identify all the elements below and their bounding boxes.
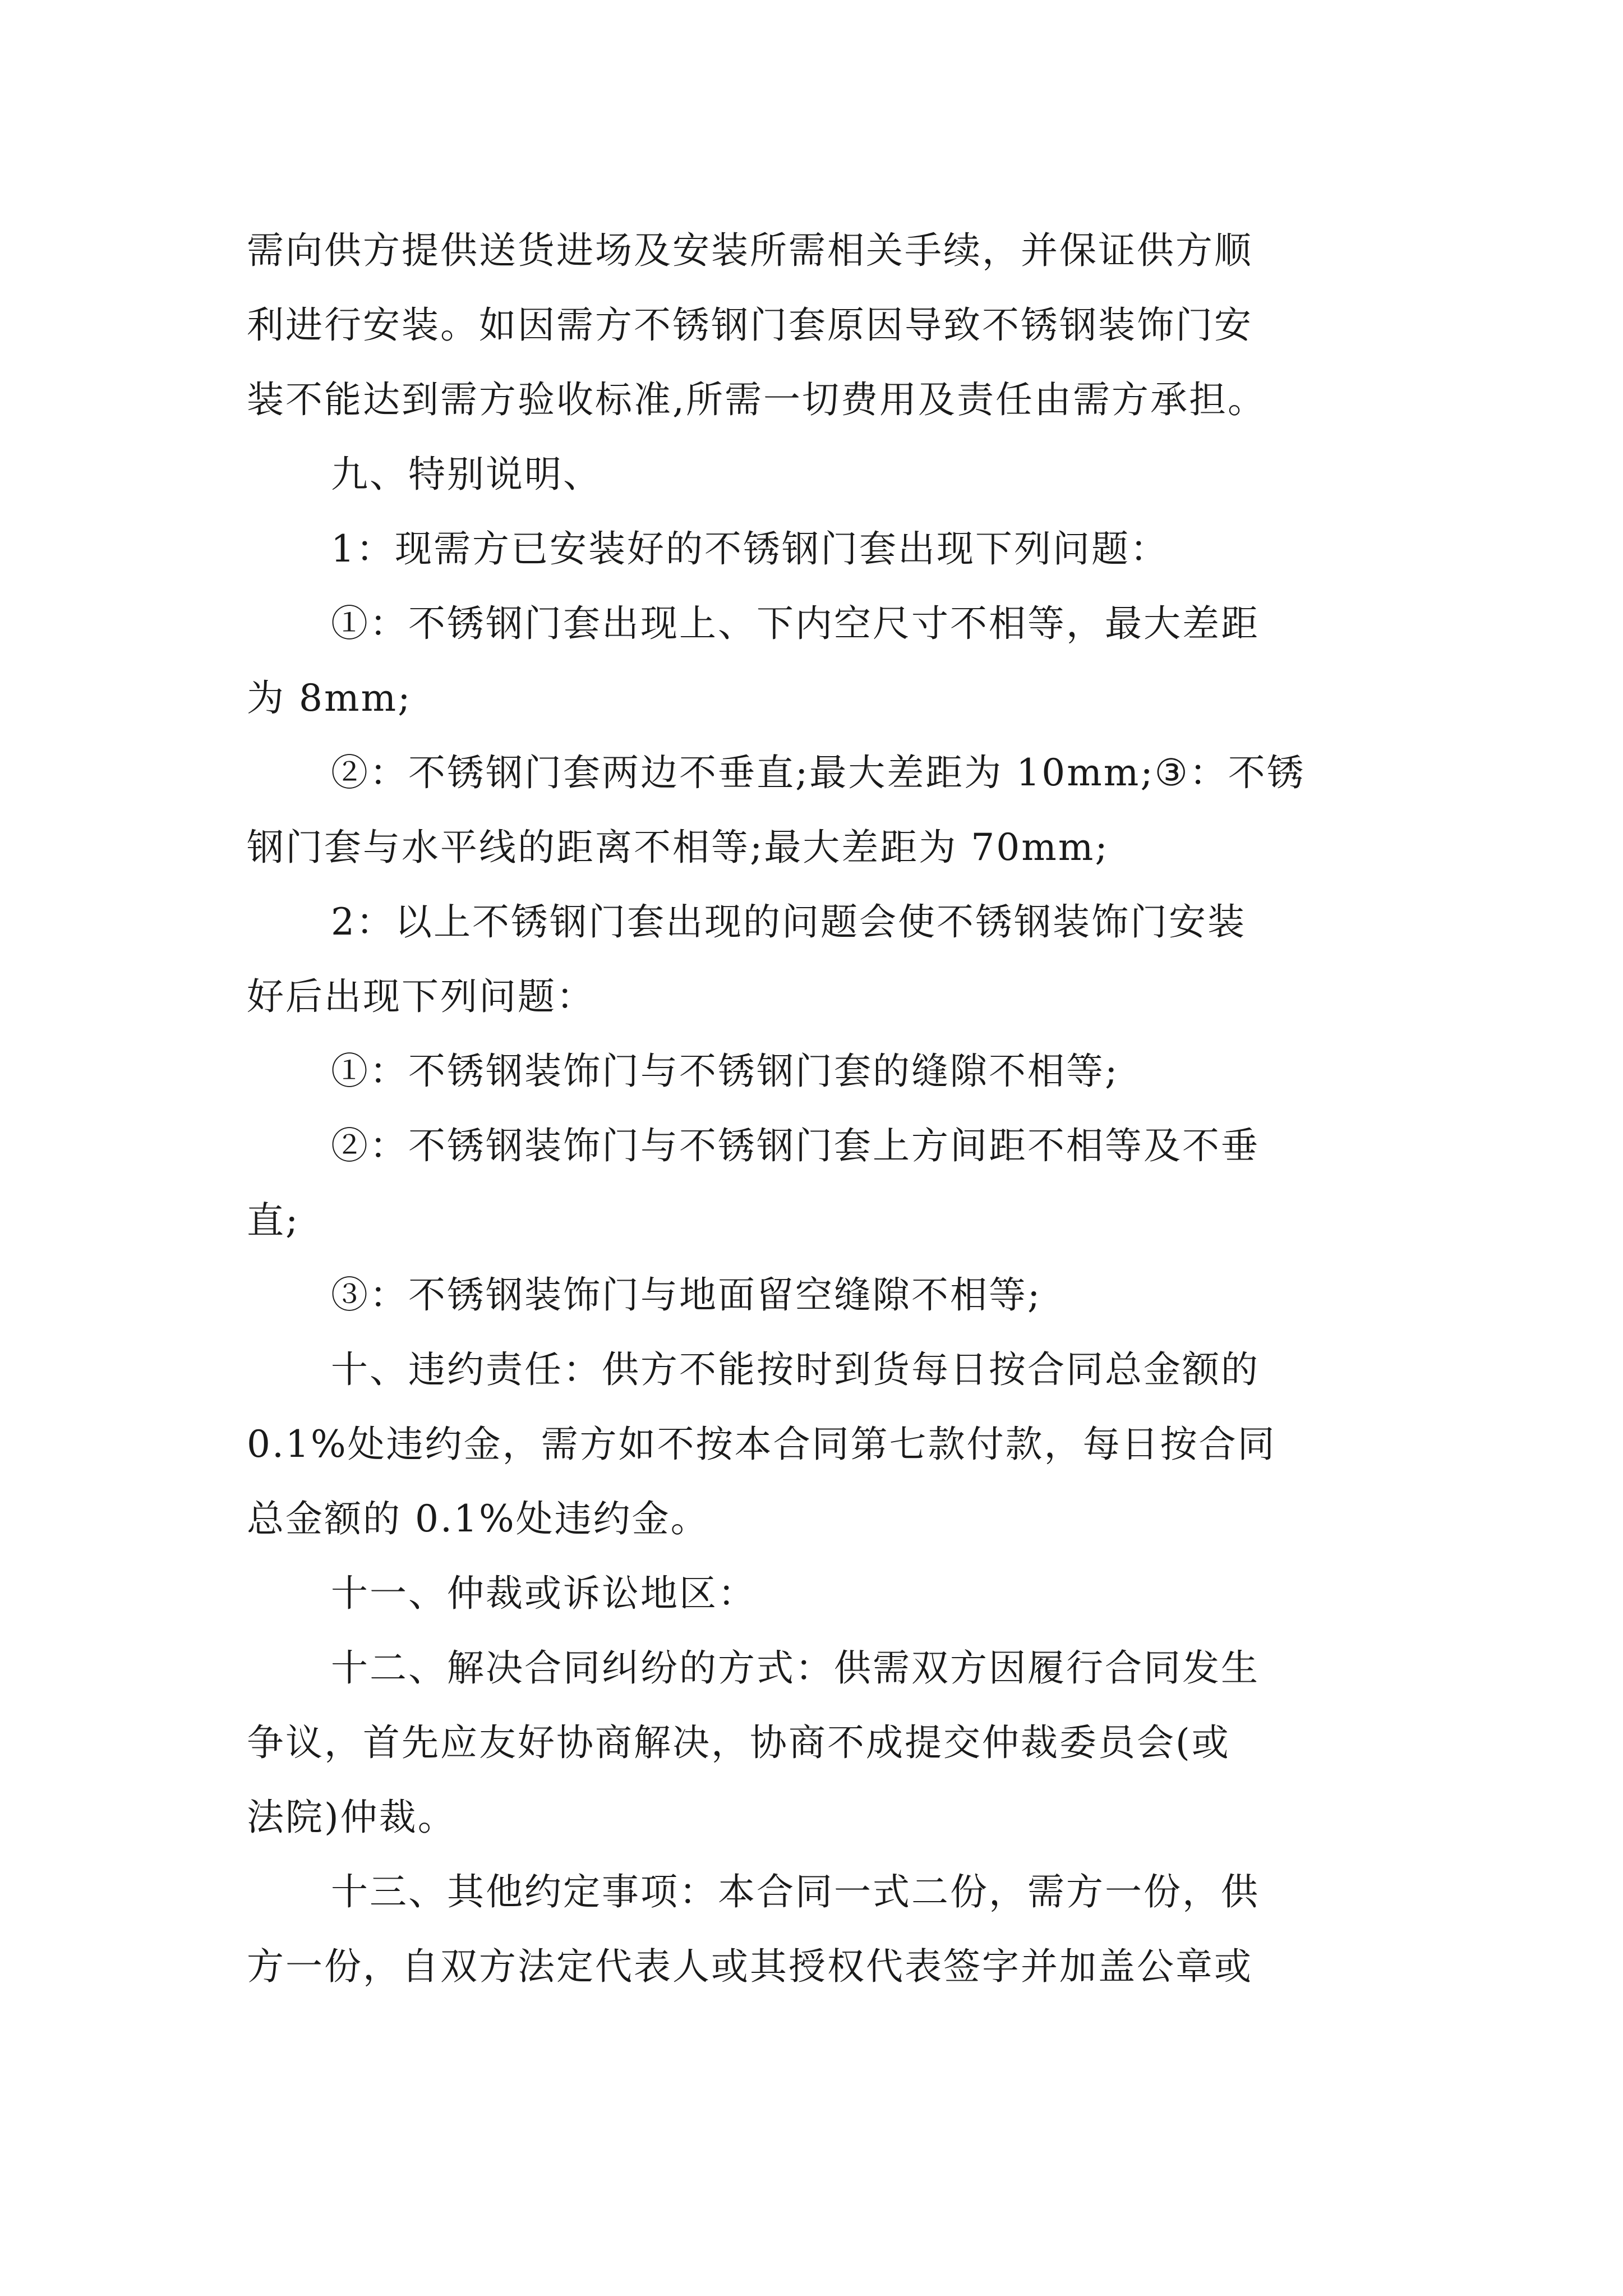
text-line: ②：不锈钢装饰门与不锈钢门套上方间距不相等及不垂 (331, 1124, 1260, 1167)
text-line: 利进行安装。如因需方不锈钢门套原因导致不锈钢装饰门安 (247, 303, 1253, 347)
text-line: 0.1%处违约金，需方如不按本合同第七款付款，每日按合同 (247, 1423, 1276, 1466)
section-heading-other-terms: 十三、其他约定事项：本合同一式二份，需方一份，供 (331, 1870, 1260, 1913)
text-line: 争议，首先应友好协商解决，协商不成提交仲裁委员会(或 (247, 1721, 1230, 1764)
text-line: 总金额的 0.1%处违约金。 (247, 1497, 709, 1540)
text-line: 2：以上不锈钢门套出现的问题会使不锈钢装饰门安装 (331, 900, 1246, 944)
text-line: 需向供方提供送货进场及安装所需相关手续，并保证供方顺 (247, 229, 1253, 272)
contract-body-text (247, 213, 1396, 2004)
text-line: 方一份，自双方法定代表人或其授权代表签字并加盖公章或 (247, 1945, 1253, 1988)
section-heading-arbitration-region: 十一、仲裁或诉讼地区： (331, 1572, 757, 1615)
section-heading-special-notes: 九、特别说明、 (331, 453, 602, 496)
text-line: 直; (247, 1199, 300, 1242)
text-line: ②：不锈钢门套两边不垂直;最大差距为 10mm;③：不锈 (331, 751, 1306, 794)
text-line: 法院)仲裁。 (247, 1796, 457, 1839)
text-line: 装不能达到需方验收标准,所需一切费用及责任由需方承担。 (247, 378, 1266, 421)
text-line: ①：不锈钢装饰门与不锈钢门套的缝隙不相等; (331, 1050, 1119, 1093)
text-line: 好后出现下列问题： (247, 975, 595, 1018)
section-heading-breach-liability: 十、违约责任：供方不能按时到货每日按合同总金额的 (331, 1348, 1260, 1391)
text-line: 为 8mm; (247, 677, 412, 720)
text-line: 钢门套与水平线的距离不相等;最大差距为 70mm; (247, 826, 1109, 869)
section-heading-dispute-resolution: 十二、解决合同纠纷的方式：供需双方因履行合同发生 (331, 1646, 1260, 1690)
text-line: ①：不锈钢门套出现上、下内空尺寸不相等，最大差距 (331, 602, 1260, 645)
text-line: 1：现需方已安装好的不锈钢门套出现下列问题： (331, 527, 1169, 570)
text-line: ③：不锈钢装饰门与地面留空缝隙不相等; (331, 1273, 1042, 1317)
